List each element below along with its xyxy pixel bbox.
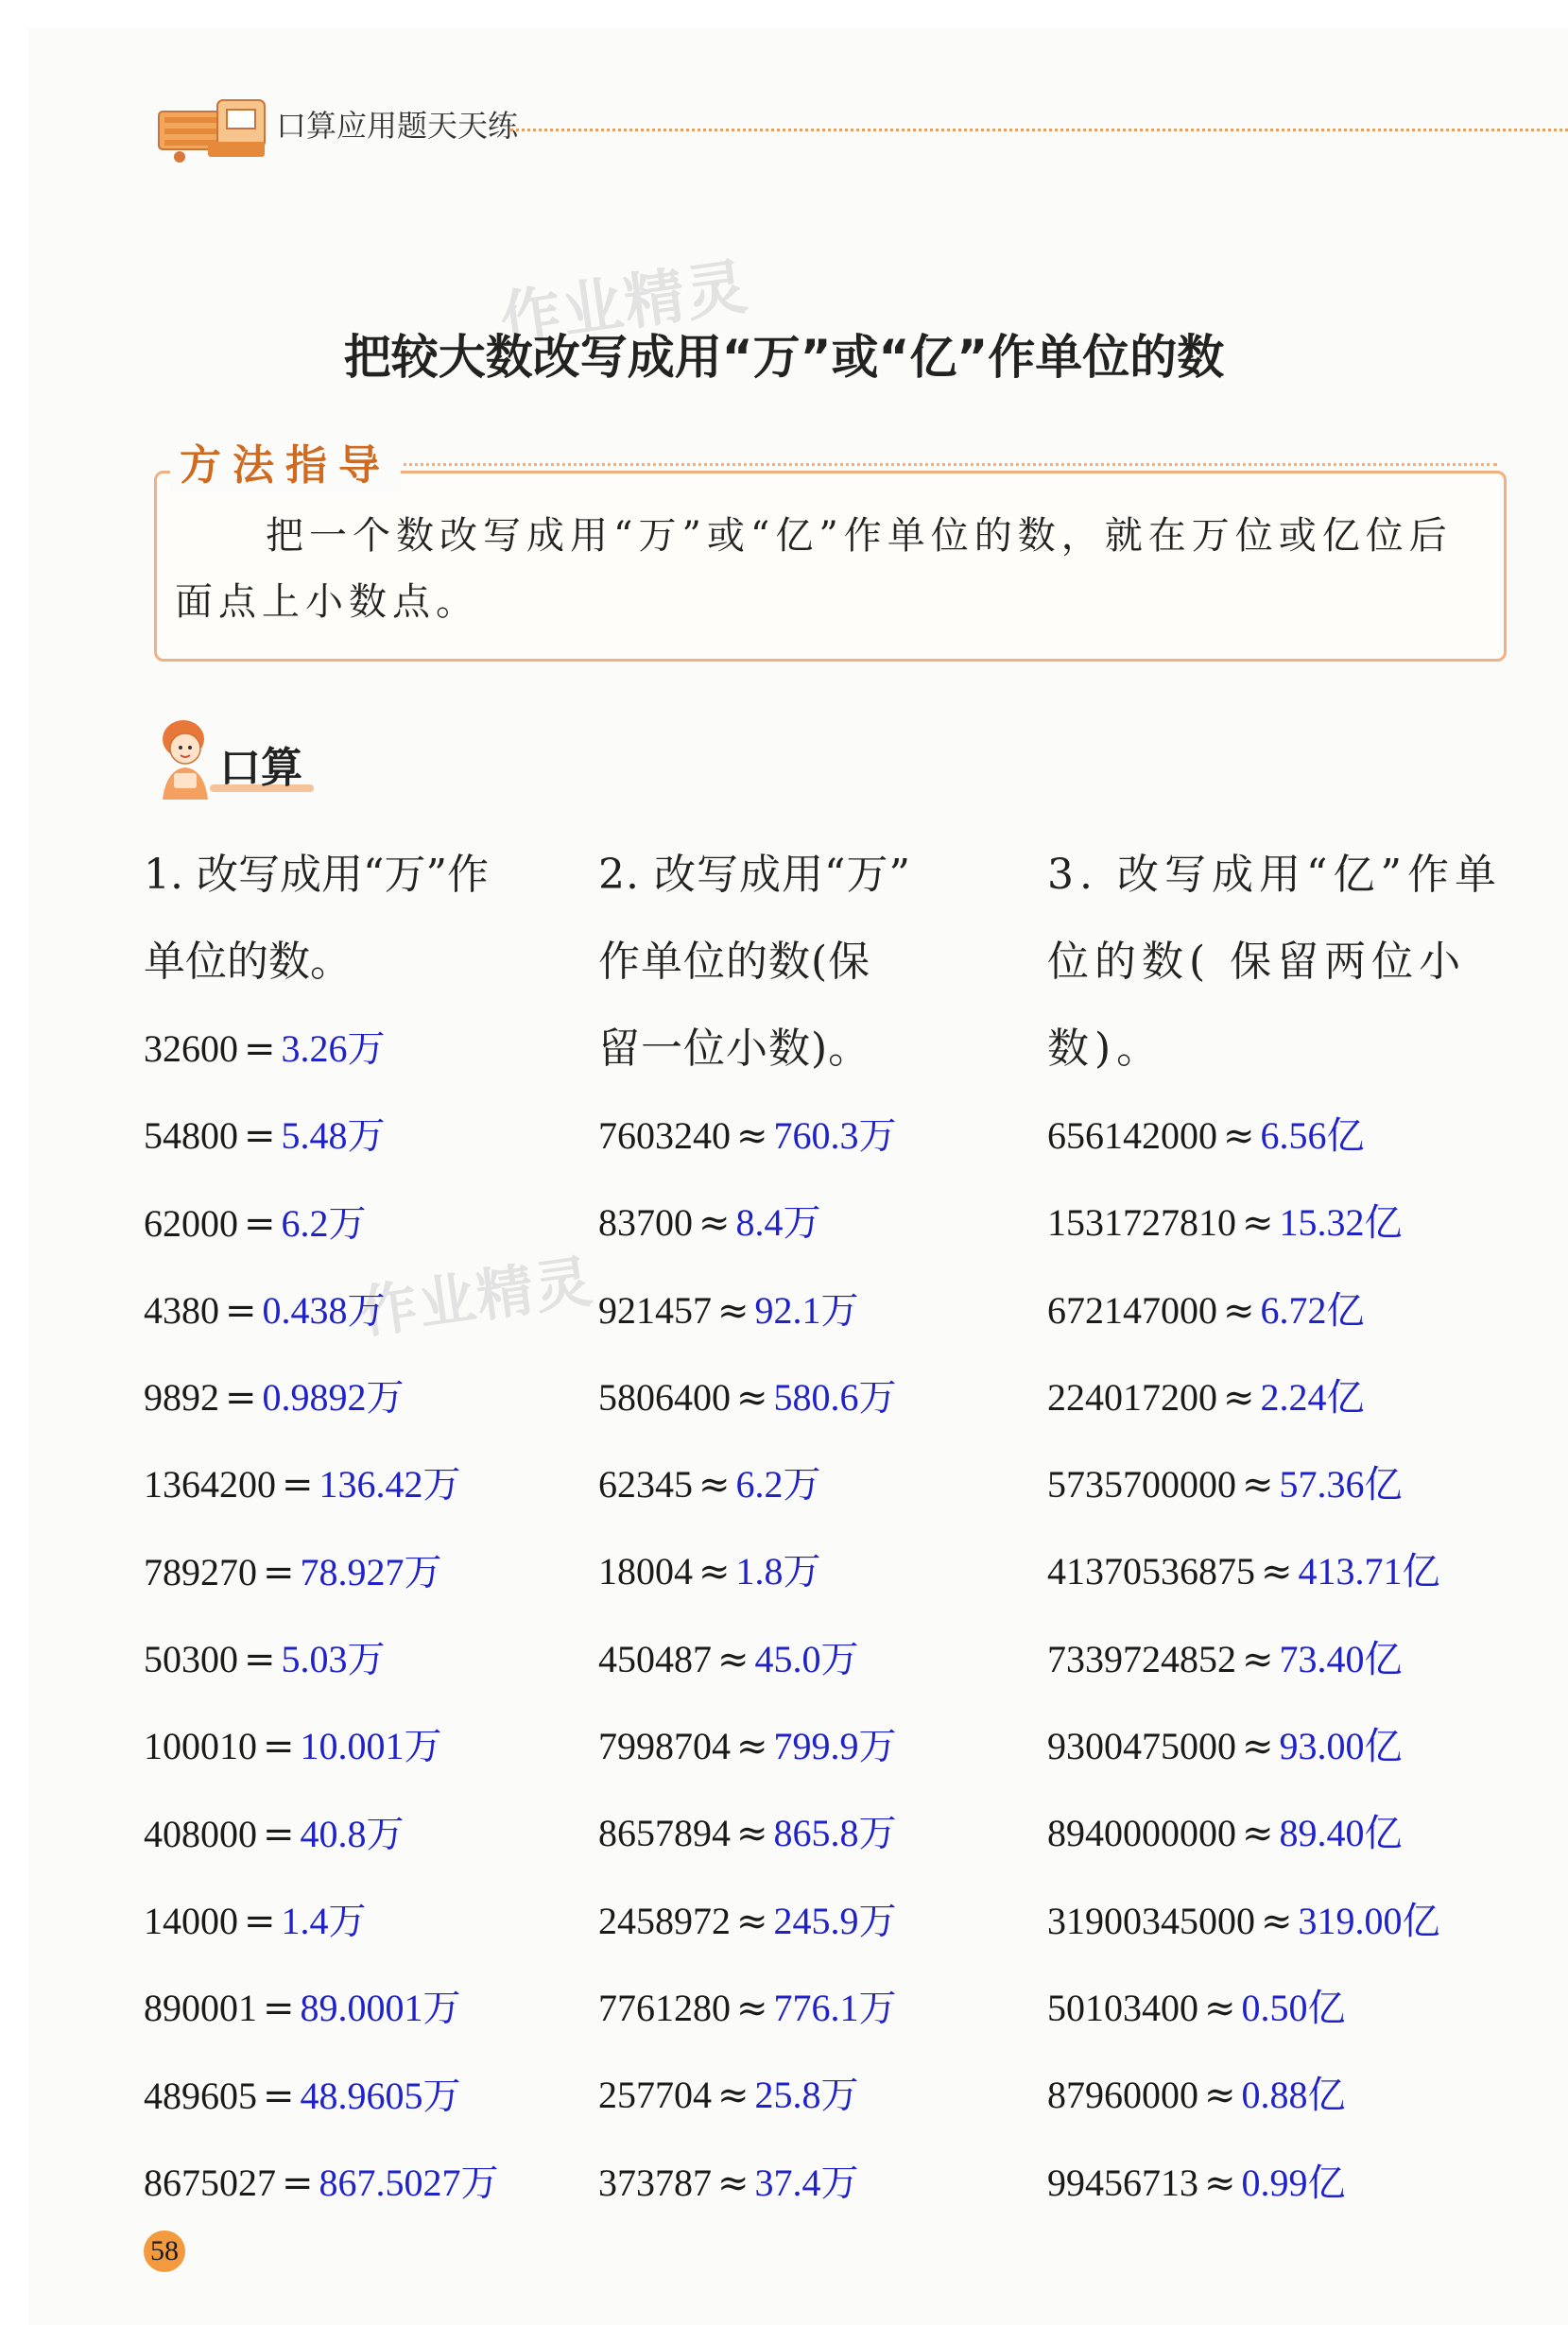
exercise-row [144, 1791, 560, 1878]
exercise-row [1047, 1790, 1520, 1877]
exercise-row [598, 2052, 1014, 2139]
exercise-number: 224017200 [1047, 1375, 1217, 1419]
method-guide-label: 方法指导 [170, 431, 401, 491]
exercise-row [598, 1790, 1014, 1877]
method-divider [391, 463, 1497, 466]
exercise-number: 7603240 [598, 1114, 731, 1157]
exercise-row [598, 1878, 1014, 1965]
exercise-answer: 15.32亿 [1279, 1201, 1403, 1245]
exercise-operator: = [263, 2074, 295, 2118]
exercise-answer: 0.88亿 [1241, 2074, 1346, 2117]
exercise-number: 41370536875 [1047, 1550, 1255, 1593]
instruction-line: 3. 改写成用“亿”作单 [1047, 851, 1502, 899]
exercise-row [1047, 1965, 1520, 2052]
exercise-answer: 0.438万 [262, 1288, 386, 1332]
exercise-operator: ≈ [1242, 1637, 1274, 1681]
exercise-number: 408000 [144, 1812, 257, 1855]
exercise-number: 257704 [598, 2074, 712, 2117]
exercise-number: 8675027 [144, 2161, 276, 2204]
exercise-answer: 1.4万 [281, 1899, 367, 1942]
exercise-row [598, 2140, 1014, 2227]
exercise-number: 100010 [144, 1725, 257, 1768]
exercise-answer: 6.72亿 [1260, 1288, 1365, 1332]
exercise-operator: ≈ [698, 1550, 731, 1594]
instruction-line: 留一位小数)。 [598, 1025, 871, 1073]
exercise-operator: ≈ [736, 1899, 768, 1943]
exercise-operator: ≈ [736, 1725, 768, 1769]
exercise-row [144, 1616, 560, 1703]
exercise-operator: ≈ [736, 1812, 768, 1856]
exercise-number: 4380 [144, 1288, 219, 1332]
exercise-row [598, 1354, 1014, 1441]
exercise-operator: ≈ [1223, 1375, 1255, 1420]
exercise-number: 9300475000 [1047, 1725, 1236, 1768]
exercise-operator: ≈ [717, 1288, 750, 1333]
watermark: 作业精灵 [495, 251, 753, 356]
exercise-number: 31900345000 [1047, 1899, 1255, 1942]
exercise-number: 83700 [598, 1201, 693, 1245]
exercise-answer: 78.927万 [300, 1550, 442, 1593]
exercise-number: 2458972 [598, 1899, 731, 1942]
exercise-answer: 48.9605万 [300, 2074, 461, 2117]
page-number: 58 [144, 2230, 185, 2272]
abacus-logo-icon [151, 83, 274, 168]
exercise-answer: 8.4万 [735, 1201, 821, 1245]
exercise-row [1047, 1441, 1520, 1528]
exercise-row [598, 1441, 1014, 1528]
exercise-number: 789270 [144, 1550, 257, 1593]
exercise-number: 1531727810 [1047, 1201, 1236, 1245]
exercise-answer: 776.1万 [773, 1986, 897, 2029]
exercise-number: 18004 [598, 1550, 693, 1593]
exercise-row [144, 2140, 560, 2227]
exercise-answer: 37.4万 [754, 2161, 859, 2204]
exercise-answer: 0.99亿 [1241, 2161, 1346, 2204]
exercise-number: 8940000000 [1047, 1812, 1236, 1855]
exercise-list [144, 1006, 560, 2227]
exercise-operator: ≈ [1242, 1201, 1274, 1246]
exercise-row [1047, 1354, 1520, 1441]
exercise-operator: ≈ [717, 2074, 750, 2118]
exercise-column-1 [144, 832, 560, 2227]
exercise-operator: ≈ [1242, 1725, 1274, 1769]
exercise-operator: ≈ [717, 2161, 750, 2205]
exercise-operator: ≈ [736, 1375, 768, 1420]
exercise-answer: 45.0万 [754, 1637, 859, 1680]
exercise-number: 5806400 [598, 1375, 731, 1419]
exercise-row [598, 1093, 1014, 1180]
exercise-operator: ≈ [1242, 1463, 1274, 1507]
exercise-row [144, 1093, 560, 1180]
exercise-answer: 799.9万 [773, 1725, 897, 1768]
exercise-operator: = [225, 1376, 257, 1421]
exercise-row [598, 1528, 1014, 1615]
exercise-list [598, 1093, 1014, 2227]
exercise-number: 5735700000 [1047, 1463, 1236, 1507]
exercise-row [144, 1878, 560, 1965]
exercise-operator: ≈ [1242, 1812, 1274, 1856]
exercise-answer: 2.24亿 [1260, 1375, 1365, 1419]
instruction-line: 作单位的数(保 [598, 938, 871, 986]
exercise-column-2 [598, 832, 1014, 2227]
exercise-number: 450487 [598, 1637, 712, 1680]
exercise-row [144, 1529, 560, 1616]
exercise-row [144, 1441, 560, 1528]
exercise-row [1047, 1093, 1520, 1180]
exercise-number: 54800 [144, 1114, 238, 1158]
exercise-operator: ≈ [1204, 2074, 1236, 2118]
exercise-number: 99456713 [1047, 2161, 1198, 2204]
exercise-operator: = [263, 1550, 295, 1594]
exercise-row [1047, 1267, 1520, 1354]
exercise-answer: 413.71亿 [1298, 1550, 1440, 1593]
exercise-operator: ≈ [1204, 2161, 1236, 2205]
exercise-number: 890001 [144, 1987, 257, 2030]
exercise-answer: 865.8万 [773, 1812, 897, 1855]
exercise-operator: = [244, 1899, 276, 1943]
exercise-answer: 6.2万 [735, 1463, 821, 1507]
exercise-operator: = [263, 1987, 295, 2031]
exercise-number: 87960000 [1047, 2074, 1198, 2117]
exercise-answer: 57.36亿 [1279, 1463, 1403, 1507]
exercise-answer: 0.9892万 [262, 1376, 405, 1420]
exercise-operator: ≈ [698, 1201, 731, 1246]
exercise-operator: ≈ [698, 1463, 731, 1507]
exercise-operator: = [225, 1288, 257, 1333]
exercise-row [598, 1616, 1014, 1703]
exercise-operator: ≈ [736, 1986, 768, 2030]
exercise-row [1047, 2052, 1520, 2139]
exercise-row [598, 1267, 1014, 1354]
child-mascot-icon [149, 716, 219, 801]
exercise-answer: 6.56亿 [1260, 1114, 1365, 1157]
exercise-number: 62345 [598, 1463, 693, 1507]
exercise-operator: ≈ [736, 1114, 768, 1158]
exercise-answer: 10.001万 [300, 1725, 442, 1768]
exercise-number: 489605 [144, 2074, 257, 2117]
exercise-row [1047, 1528, 1520, 1615]
instruction-line: 1. 改写成用“万”作 [144, 851, 489, 899]
exercise-operator: ≈ [1223, 1288, 1255, 1333]
exercise-row [144, 2053, 560, 2140]
exercise-answer: 92.1万 [754, 1288, 859, 1332]
exercise-number: 373787 [598, 2161, 712, 2204]
exercise-row [144, 1354, 560, 1441]
exercise-row [144, 1180, 560, 1267]
exercise-row [598, 1180, 1014, 1266]
exercise-row [144, 1006, 560, 1093]
instruction-line: 位的数( 保留两位小 [1047, 938, 1467, 986]
exercise-answer: 1.8万 [735, 1550, 821, 1593]
exercise-operator: = [282, 2161, 314, 2205]
exercise-operator: ≈ [1261, 1899, 1293, 1943]
exercise-operator: = [263, 1812, 295, 1856]
exercise-number: 656142000 [1047, 1114, 1217, 1157]
exercise-answer: 867.5027万 [319, 2161, 499, 2204]
exercise-answer: 3.26万 [281, 1027, 386, 1070]
exercise-answer: 25.8万 [754, 2074, 859, 2117]
exercise-operator: ≈ [717, 1637, 750, 1681]
exercise-row [1047, 1878, 1520, 1965]
header-divider [510, 129, 1568, 131]
exercise-operator: = [244, 1114, 276, 1159]
exercise-number: 14000 [144, 1899, 238, 1942]
exercise-answer: 5.48万 [281, 1114, 386, 1158]
exercise-row [598, 1965, 1014, 2052]
exercise-operator: ≈ [1223, 1114, 1255, 1158]
exercise-row [1047, 2140, 1520, 2227]
exercise-list [1047, 1093, 1520, 2227]
exercise-row [144, 1703, 560, 1790]
exercise-answer: 319.00亿 [1298, 1899, 1440, 1942]
exercise-answer: 136.42万 [319, 1463, 461, 1507]
exercise-row [598, 1703, 1014, 1790]
exercise-operator: = [244, 1201, 276, 1246]
exercise-row [1047, 1616, 1520, 1703]
exercise-number: 7339724852 [1047, 1637, 1236, 1680]
exercise-number: 32600 [144, 1027, 238, 1070]
exercise-number: 1364200 [144, 1463, 276, 1507]
exercise-column-3 [1047, 832, 1520, 2227]
section-title: 口算 [219, 744, 302, 792]
exercise-number: 921457 [598, 1288, 712, 1332]
exercise-operator: ≈ [1204, 1986, 1236, 2030]
exercise-answer: 40.8万 [300, 1812, 405, 1855]
watermark: 作业精灵 [356, 1249, 598, 1347]
instruction-line: 2. 改写成用“万” [598, 851, 911, 899]
exercise-number: 62000 [144, 1201, 238, 1245]
exercise-row [1047, 1703, 1520, 1790]
exercise-number: 50300 [144, 1638, 238, 1681]
exercise-number: 50103400 [1047, 1986, 1198, 2029]
exercise-operator: = [244, 1638, 276, 1682]
exercise-row [1047, 1180, 1520, 1266]
exercise-number: 9892 [144, 1376, 219, 1420]
exercise-answer: 93.00亿 [1279, 1725, 1403, 1768]
exercise-number: 7998704 [598, 1725, 731, 1768]
exercise-operator: = [282, 1463, 314, 1507]
exercise-answer: 245.9万 [773, 1899, 897, 1942]
exercise-answer: 760.3万 [773, 1114, 897, 1157]
instruction-line: 数)。 [1047, 1025, 1164, 1073]
exercise-row [144, 1267, 560, 1354]
exercise-answer: 89.40亿 [1279, 1812, 1403, 1855]
exercise-answer: 0.50亿 [1241, 1986, 1346, 2029]
exercise-answer: 89.0001万 [300, 1987, 461, 2030]
exercise-operator: ≈ [1261, 1550, 1293, 1594]
exercise-answer: 6.2万 [281, 1201, 367, 1245]
page-title: 把较大数改写成用“万”或“亿”作单位的数 [343, 330, 1225, 385]
exercise-number: 672147000 [1047, 1288, 1217, 1332]
exercise-operator: = [244, 1027, 276, 1071]
exercise-answer: 73.40亿 [1279, 1637, 1403, 1680]
exercise-number: 7761280 [598, 1986, 731, 2029]
exercise-number: 8657894 [598, 1812, 731, 1855]
exercise-answer: 5.03万 [281, 1638, 386, 1681]
instruction-line: 单位的数。 [144, 938, 352, 986]
header-title: 口算应用题天天练 [276, 108, 519, 144]
exercise-operator: = [263, 1725, 295, 1769]
method-guide-text: 把一个数改写成用“万”或“亿”作单位的数，就在万位或亿位后面点上小数点。 [175, 514, 1453, 624]
exercise-answer: 580.6万 [773, 1375, 897, 1419]
exercise-row [144, 1965, 560, 2052]
